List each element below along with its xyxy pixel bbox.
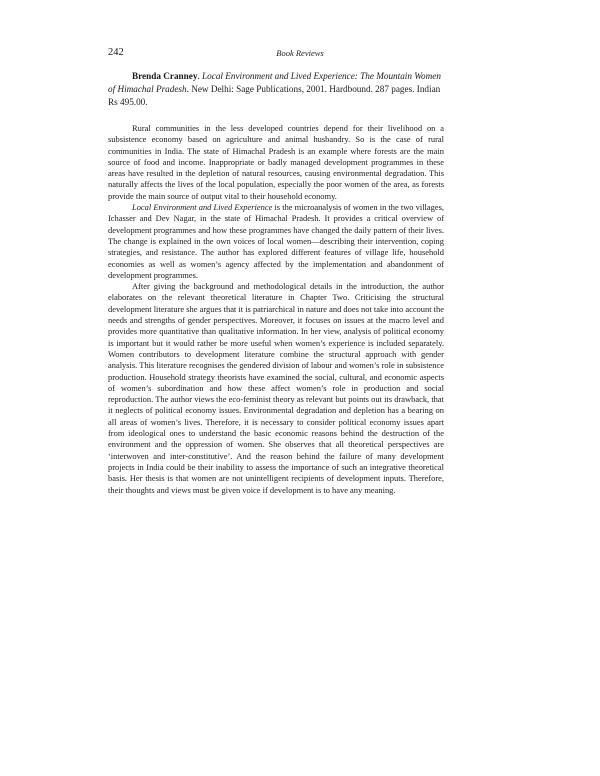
running-head: Book Reviews (276, 48, 324, 58)
citation-separator: . (197, 71, 203, 81)
paragraph-2-text: is the microanalysis of women in the two villages, Ichasser and Dev Nagar, in the state of Himachal Pradesh. It provides a critical overview of development programmes and how these programmes have changed the daily pattern of their lives. The change is explained in the own voices of local women—describing their intervention, coping strategies, and resistance. The author has explored different features of village life, household economies as well as women’s agency affected by the implementation and abandonment of development programmes. (108, 202, 445, 280)
page-number: 242 (108, 47, 124, 58)
book-citation (108, 70, 444, 109)
citation-book-title: Local Environment and Lived Experience: The Mountain Women of Himachal Pradesh (108, 71, 441, 94)
citation-publication-details: . New Delhi: Sage Publications, 2001. Hardbound. 287 pages. Indian Rs 495.00. (108, 84, 441, 107)
paragraph-1: Rural communities in the less developed countries depend for their livelihood on a subsistence economy based on agriculture and animal husbandry. So is the case of rural communities in India. The state of Himachal Pradesh is an example where forests are the main source of food and income. Inappropriate or badly managed development programmes in these areas have resulted in the depletion of natural resources, causing environmental degradation. This naturally affects the lives of the local population, especially the poor women of the area, as forests provide the main source of output vital to their household economy. (108, 123, 444, 201)
paragraph-3: After giving the background and methodological details in the introduction, the author elaborates on the relevant theoretical literature in Chapter Two. Criticising the structural development literature she argues that it is patriarchical in nature and does not take into account the needs and strengths of gender perspectives. Moreover, it focuses on issues at the macro level and provides more quantitative than qualitative information. In her view, analysis of political economy is important but it would rather be more useful when women’s experience is included separately. Women contributors to development literature combine the structural approach with gender analysis. This literature recognises the gendered division of labour and women’s role in subsistence production. Household strategy theorists have examined the social, cultural, and economic aspects of women’s subordination and how these affect women’s role in production and social reproduction. The author views the eco-feminist theory as relevant but points out its drawback, that it neglects of political economy issues. Environmental degradation and depletion has a bearing on all areas of women’s lives. Therefore, it is necessary to consider political economy issues apart from ideological ones to understand the basic economic reasons behind the destruction of the environment and the oppression of women. She observes that all theoretical perspectives are ‘interwoven and inter-constitutive’. And the reason behind the failure of many development projects in India could be their inability to assess the importance of such an integrative theoretical basis. Her thesis is that women are not unintelligent recipients of development inputs. Therefore, their thoughts and views must be given voice if development is to have any meaning. (108, 281, 444, 495)
review-body (108, 123, 444, 496)
paragraph-2-book-title: Local Environment and Lived Experience (132, 202, 273, 213)
paragraph-2 (108, 202, 444, 281)
citation-author: Brenda Cranney (132, 71, 198, 81)
